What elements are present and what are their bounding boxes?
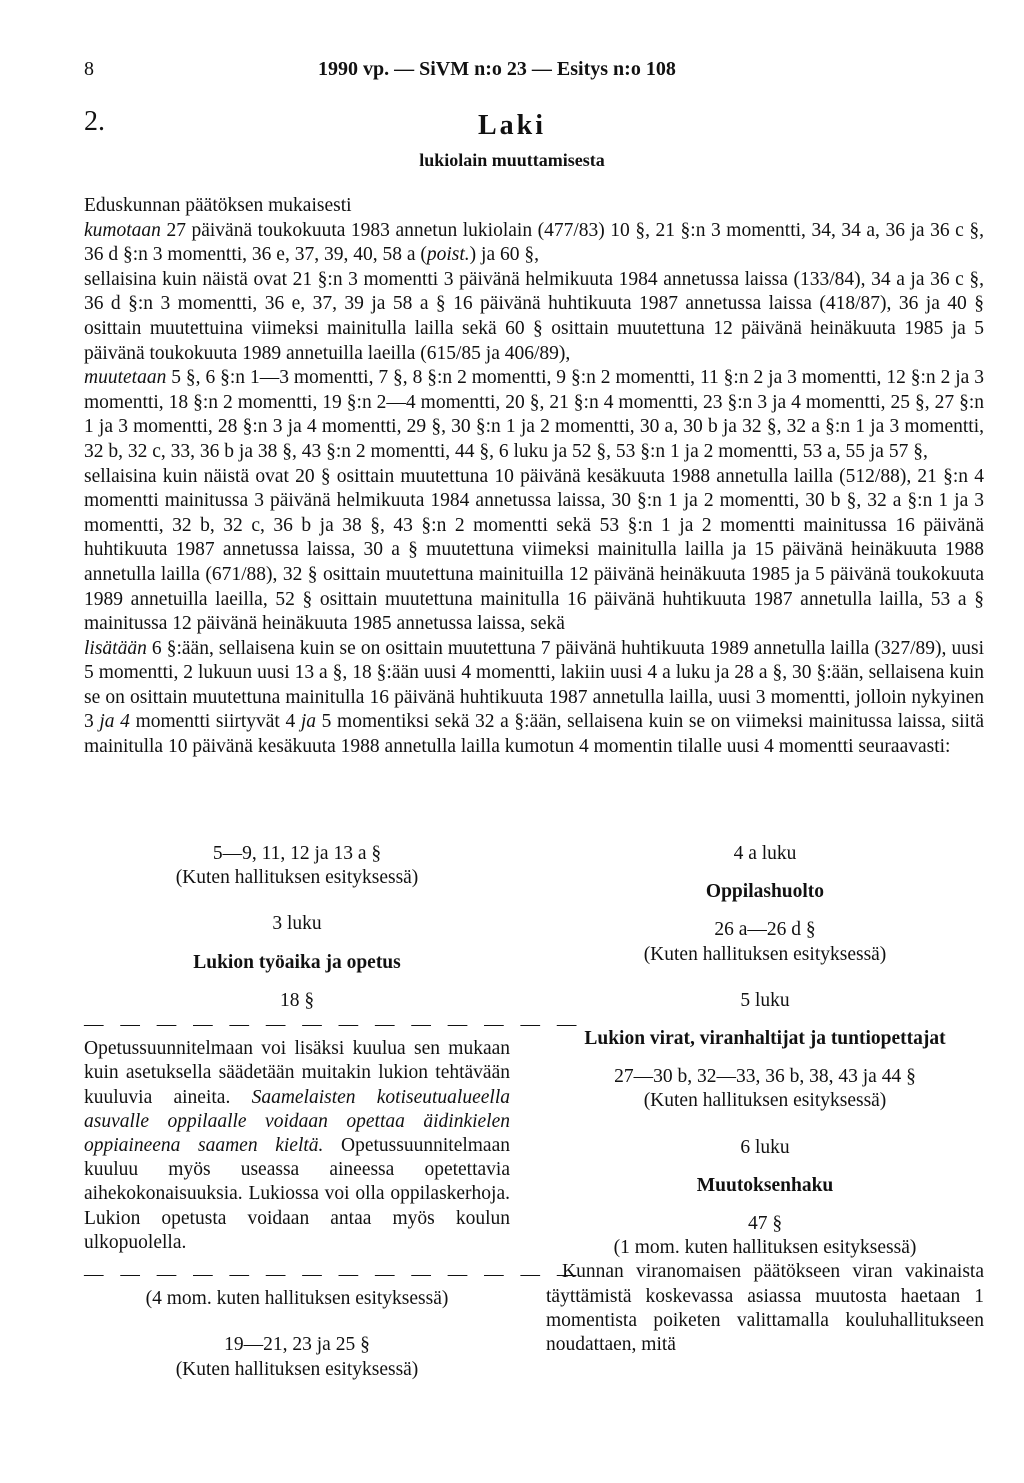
section-ref: 26 a—26 d § bbox=[714, 919, 816, 941]
as-in-proposal: (4 mom. kuten hallituksen esityksessä) bbox=[145, 1288, 449, 1310]
as-in-proposal: (1 mom. kuten hallituksen esityksessä) bbox=[613, 1237, 917, 1259]
section-ref: 5—9, 11, 12 ja 13 a § bbox=[212, 843, 382, 864]
section-18-body: Opetussuunnitelmaan voi lisäksi kuulua sen mukaan kuin asetuksella säädetään muitakin lukion tehtävään kuuluvia aineita. Saamelaisten kotiseutualueella asuvalle oppilaalle voidaan opettaa äidinkielen oppiaineena saamen kieltä. Opetussuunnitelmaan kuuluu myös useassa aineessa opetettavia aihekokonaisuuksia. Lukiossa voi olla oppilaskerhoja. Lukion opetusta voidaan antaa myös koulun ulkopuolella. bbox=[84, 1038, 510, 1253]
as-in-proposal: (Kuten hallituksen esityksessä) bbox=[643, 943, 887, 965]
enactment-clause bbox=[84, 194, 984, 760]
chapter-title: Muutoksenhaku bbox=[696, 1174, 834, 1196]
chapter-number: 3 luku bbox=[272, 913, 322, 935]
amend-paragraph: muutetaan 5 §, 6 §:n 1—3 momentti, 7 §, 8 §:n 2 momentti, 9 §:n 2 momentti, 11 §:n 2 ja 3 momentti, 12 §:n 2 ja 3 momentti, 18 §:n 2 momentti, 19 §:n 2—4 momentti, 20 §, 21 §:n 4 momentti, 23 §:n 3 ja 4 momentti, 25 §, 27 §:n 1 ja 3 momentti, 28 §:n 3 ja 4 momentti, 29 §, 30 §:n 1 ja 2 momentti, 30 a, 30 b ja 32 §, 32 a §:n 1 ja 3 momentti, 32 b, 32 c, 33, 36 b ja 38 §, 43 §:n 2 momentti, 44 §, 6 luku ja 52 §, 53 §:n 1 ja 2 momentti, 53 a, 55 ja 57 §, bbox=[84, 367, 984, 462]
right-column bbox=[546, 842, 984, 1357]
section-47-body: Kunnan viranomaisen päätökseen viran vakinaista täyttämistä koskevassa asiassa muutosta haetaan 1 momentista poiketen valittamalla kouluhallitukseen noudattaen, mitä bbox=[546, 1261, 984, 1356]
section-ref: 27—30 b, 32—33, 36 b, 38, 43 ja 44 § bbox=[614, 1066, 916, 1088]
amend-details: sellaisina kuin näistä ovat 20 § osittain muutettuna 10 päivänä kesäkuuta 1988 annetulla lailla (512/88), 21 §:n 4 momentti mainitussa 3 päivänä helmikuuta 1984 annetussa laissa, 30 §:n 1 ja 2 momentti, 30 b §, 32 a §:n 1 ja 3 momentti, 32 b, 32 c, 36 b ja 38 §, 43 §:n 2 momentti sekä 53 §:n 1 ja 2 momentti mainitussa 16 päivänä huhtikuuta 1987 annetussa laissa, 30 a § muutettuna viimeksi mainitulla lailla ja 15 päivänä heinäkuuta 1988 annetulla lailla (671/88), 32 § osittain muutettuna mainituilla 12 päivänä heinäkuuta 1985 ja 5 päivänä toukokuuta 1989 annetuilla laeilla, 52 § osittain muutettuna mainitulla 16 päivänä huhtikuuta 1987 annetulla lailla, 53 a § mainitussa 12 päivänä heinäkuuta 1985 annetussa laissa, sekä bbox=[84, 465, 984, 635]
law-subtitle: lukiolain muuttamisesta bbox=[419, 150, 605, 170]
left-column bbox=[84, 842, 583, 1382]
chapter-number: 4 a luku bbox=[733, 843, 797, 864]
section-ref: 19—21, 23 ja 25 § bbox=[224, 1334, 370, 1356]
repeal-keyword: kumotaan bbox=[84, 219, 161, 241]
running-header: 1990 vp. — SiVM n:o 23 — Esitys n:o 108 bbox=[318, 58, 676, 80]
chapter-title: Lukion virat, viranhaltijat ja tuntiopettajat bbox=[584, 1028, 946, 1050]
as-in-proposal: (Kuten hallituksen esityksessä) bbox=[175, 867, 419, 889]
section-heading: 47 § bbox=[747, 1213, 783, 1235]
repeal-paragraph: kumotaan 27 päivänä toukokuuta 1983 annetun lukiolain (477/83) 10 §, 21 §:n 3 momentti, 34, 34 a, 36 ja 36 c §, 36 d §:n 3 momentti, 36 e, 37, 39, 40, 58 a (poist.) ja 60 §, bbox=[84, 219, 984, 266]
chapter-number: 6 luku bbox=[740, 1136, 790, 1158]
intro-line: Eduskunnan päätöksen mukaisesti bbox=[84, 195, 352, 216]
page-number: 8 bbox=[84, 58, 94, 80]
omission-dashes: — — — — — — — — — — — — — — bbox=[84, 1264, 583, 1286]
as-in-proposal: (Kuten hallituksen esityksessä) bbox=[175, 1358, 419, 1380]
chapter-title: Lukion työaika ja opetus bbox=[193, 951, 401, 973]
add-paragraph: lisätään 6 §:ään, sellaisena kuin se on osittain muutettuna 7 päivänä huhtikuuta 1989 annetulla lailla (327/89), uusi 5 momentti, 2 lukuun uusi 13 a §, 18 §:ään uusi 4 momentti, lakiin uusi 4 a luku ja 28 a §, 30 §:ään, sellaisena kuin se on osittain muutettuna mainitulla 16 päivänä huhtikuuta 1987 annetulla lailla, uusi 3 momentti, jolloin nykyinen 3 ja 4 momentti siirtyvät 4 ja 5 momentiksi sekä 32 a §:ään, sellaisena kuin se on viimeksi mainitussa laissa, siitä mainitulla 10 päivänä kesäkuuta 1988 annetulla lailla kumotun 4 momentin tilalle uusi 4 momentti seuraavasti: bbox=[84, 637, 985, 758]
section-heading: 18 § bbox=[279, 989, 315, 1011]
add-keyword: lisätään bbox=[84, 637, 147, 659]
section-number: 2. bbox=[84, 106, 105, 137]
law-title: Laki bbox=[477, 110, 547, 141]
chapter-number: 5 luku bbox=[740, 989, 790, 1011]
repeal-details: sellaisina kuin näistä ovat 21 §:n 3 momentti 3 päivänä helmikuuta 1984 annetussa laissa (133/84), 34 a ja 36 c §, 36 d §:n 3 momentti, 36 e, 37, 39 ja 58 a § 16 päivänä huhtikuuta 1987 annetussa laissa (418/87), 36 ja 40 § osittain muutettuina viimeksi mainitulla lailla sekä 60 § osittain muutettuna 12 päivänä heinäkuuta 1985 ja 5 päivänä toukokuuta 1989 annetuilla laeilla (615/85 ja 406/89), bbox=[84, 268, 984, 364]
omission-dashes: — — — — — — — — — — — — — — bbox=[84, 1014, 583, 1036]
as-in-proposal: (Kuten hallituksen esityksessä) bbox=[643, 1090, 887, 1112]
amend-keyword: muutetaan bbox=[84, 367, 167, 389]
chapter-title: Oppilashuolto bbox=[705, 881, 825, 903]
amended-text: Saamelaisten kotiseutualueella asuvalle oppilaalle voidaan opettaa äidinkielen oppiaineena saamen kieltä. bbox=[84, 1086, 510, 1157]
